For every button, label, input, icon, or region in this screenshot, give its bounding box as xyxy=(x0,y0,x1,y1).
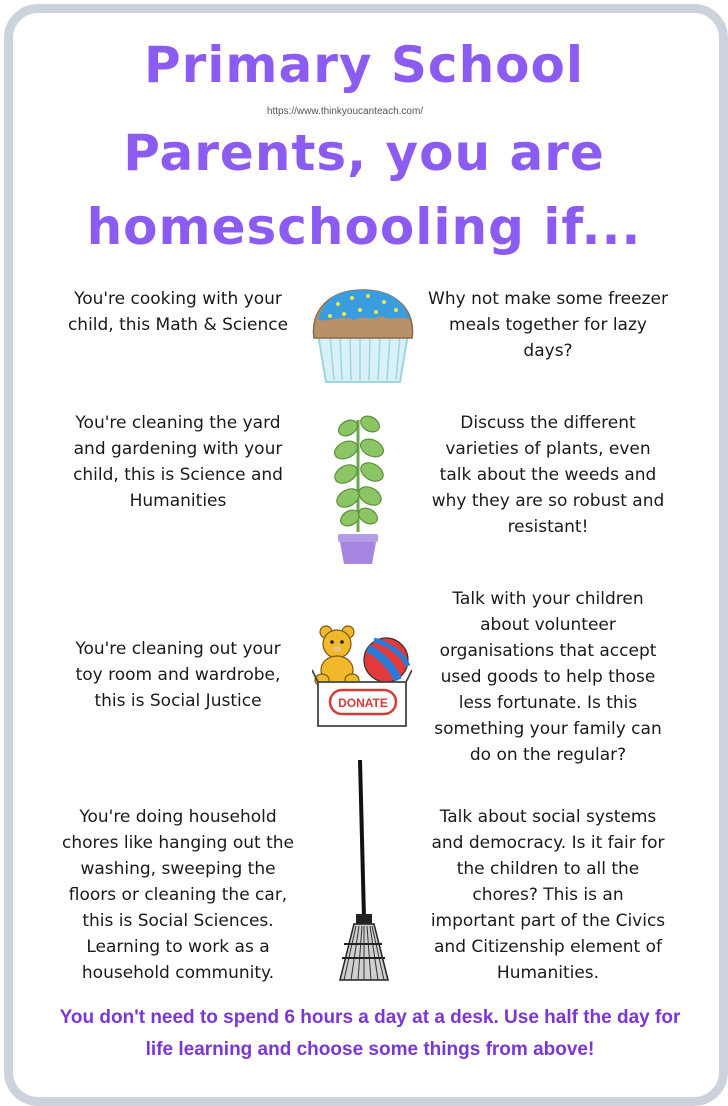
title-line-homeschooling: homeschooling if... xyxy=(86,198,642,256)
title-line-parents: Parents, you are xyxy=(123,124,605,182)
row1-suggestion: Why not make some freezer meals together for lazy days? xyxy=(428,289,668,361)
page-title-homeschooling xyxy=(0,116,728,264)
row2-activity: You're cleaning the yard and gardening with your child, this is Science and Humanities xyxy=(73,413,283,511)
row4-suggestion: Talk about social systems and democracy. Is it fair for the children to all the chores? This is an important part of the Civics and Citizenship element of Humanities. xyxy=(430,807,666,983)
row3-activity: You're cleaning out your toy room and wardrobe, this is Social Justice xyxy=(75,639,281,711)
donate-label: DONATE xyxy=(338,696,388,710)
broom-icon xyxy=(336,758,392,986)
row1-activity: You're cooking with your child, this Math & Science xyxy=(67,289,289,335)
potted-plant-icon xyxy=(328,410,392,566)
source-url: https://www.thinkyoucanteach.com/ xyxy=(266,106,424,117)
donation-box-icon xyxy=(312,622,412,728)
row3-suggestion: Talk with your children about volunteer organisations that accept used goods to help those less fortunate. Is this something your family can do on the regular? xyxy=(434,589,662,765)
row4-activity: You're doing household chores like hanging out the washing, sweeping the floors or cleaning the car, this is Social Sciences. Learning to work as a household community. xyxy=(62,807,294,983)
cupcake-icon xyxy=(308,282,418,386)
row2-suggestion: Discuss the different varieties of plants, even talk about the weeds and why they are so robust and resistant! xyxy=(431,413,665,537)
footer-message: You don't need to spend 6 hours a day at a desk. Use half the day for life learning and choose some things from above! xyxy=(59,1007,681,1060)
page-title-primary-school: Primary School xyxy=(143,36,585,94)
